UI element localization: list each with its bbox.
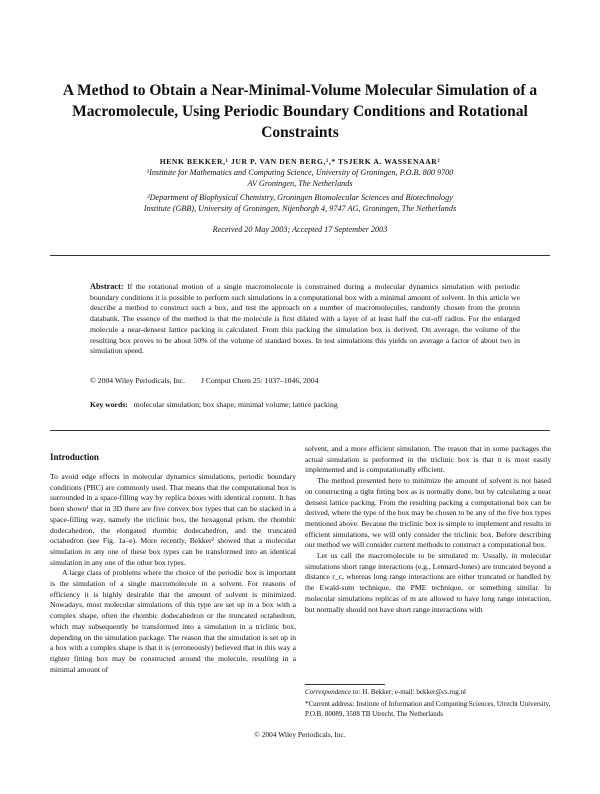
paragraph: solvent, and a more efficient simulation. The reason that in some packages the actual simulation is performed in the triclinic box is that it is most easily implemented and is computationally efficient. [305,444,551,475]
paragraph: To avoid edge effects in molecular dynamics simulations, periodic boundary conditions (PBC) are commonly used. That means that the computational box is surrounded in a space-filling way by replica boxes with identical content. It has been shown¹ that in 3D there are five convex box types that can be stacked in a space-filling way, namely the triclinic box, the hexagonal prism, the rhombic dodecahedron, the elongated rhombic dodecahedron, and the truncated octahedron (see Fig. 1a–e). More recently, Bekker² showed that a molecular simulation in any one of these box types can be transformed into an identical simulation in any one of the other box types. [50,472,296,567]
paragraph: A large class of problems where the choice of the periodic box is important is the simulation of a single macromolecule in a solvent. For reasons of efficiency it is highly desirable that the amount of solvent is minimized. Nowadays, most molecular simulations of this type are set up in a box with a complex shape, often the rhombic dodecahedron or the truncated octahedron, which may subsequently be transformed into a simulation in a triclinic box, depending on the simulation package. The reason that the simulation is set up in a box with a complex shape is that it is (erroneously) believed that in this way a tighter fitting box may be constructed around the molecule, resulting in a minimal amount of [50,568,296,674]
keywords-text: molecular simulation; box shape; minimal volume; lattice packing [133,400,338,409]
paragraph: The method presented here to minimize the amount of solvent is not based on constructing a tight fitting box as is normally done, but by calculating a near densest lattice packing. From the resulting packing a computational box can be derived, where the type of the box may be chosen to be any of the five box types mentioned above. Because the triclinic box is simple to implement and results in efficient simulations, we will only consider the triclinic box. Before describing our method we will consider current methods to construct a computational box. [305,476,551,550]
affiliation-1a: ¹Institute for Mathematics and Computing Science, University of Groningen, P.O.B. 800 9700 [146,168,454,177]
section-heading-introduction: Introduction [50,452,99,462]
correspondence-footnote [305,688,551,698]
bottom-divider [50,430,550,431]
copyright-line [90,376,520,385]
journal-citation: J Comput Chem 25: 1037–1046, 2004 [200,376,319,385]
author-list: HENK BEKKER,¹ JUR P. VAN DEN BERG,¹,* TSJERK A. WASSENAAR² [159,157,441,166]
left-column [50,472,296,675]
paragraph: Let us call the macromolecule to be simulated m. Usually, in molecular simulations short range interactions (e.g., Lennard-Jones) are truncated beyond a distance r_c, whereas long range interactions are either truncated or handled by the Ewald-sum technique, the PME technique, or something similar. In molecular simulations replicas of m are allowed to have long range interaction, but normally should not have short range interactions with [305,551,551,614]
footnote-label: Correspondence to: [305,688,361,696]
affiliation-1b: AV Groningen, The Netherlands [247,179,353,188]
copyright-text: © 2004 Wiley Periodicals, Inc. [90,376,186,385]
keywords-label: Key words: [90,400,128,409]
affiliation-2a: ²Department of Biophysical Chemistry, Groningen Biomolecular Sciences and Biotechnology [147,193,453,202]
right-column [305,444,551,615]
affiliation-2b: Institute (GBB), University of Groningen, Nijenborgh 4, 9747 AG, Groningen, The Netherlands [143,204,457,213]
current-address-footnote: *Current address: Institute of Information and Computing Sciences, Utrecht University, P.O.B. 80089, 3508 TB Utrecht, The Netherlands [305,700,551,718]
abstract-text: If the rotational motion of a single macromolecule is constrained during a molecular dynamics simulation with periodic boundary conditions it is possible to perform such simulations in a computational box with a minimal amount of solvent. In this article we describe a method to construct such a box, and test the approach on a number of macromolecules, randomly chosen from the protein databank. The essence of the method is that the molecule is first dilated with a layer of at least half the cut-off radius. For the enlarged molecule a near-densest lattice packing is calculated. From this packing the simulation box is derived. On average, the volume of the resulting box proves to be about 50% of the volume of standard boxes. In test simulations this yields on average a factor of about two in simulation speed. [90,282,520,356]
page-footer: © 2004 Wiley Periodicals, Inc. [254,730,346,739]
footnote-correspondence: H. Bekker; e-mail: bekker@cs.rug.nl [362,688,466,696]
top-divider [50,255,550,256]
footnote-divider [305,684,385,685]
keywords-line [90,400,520,409]
abstract [90,282,520,357]
received-dates: Received 20 May 2003; Accepted 17 September 2003 [212,225,388,234]
abstract-label: Abstract: [90,282,124,291]
paper-title: A Method to Obtain a Near-Minimal-Volume Molecular Simulation of a Macromolecule, Using Periodic Boundary Conditions and Rotational Constraints [62,82,538,141]
